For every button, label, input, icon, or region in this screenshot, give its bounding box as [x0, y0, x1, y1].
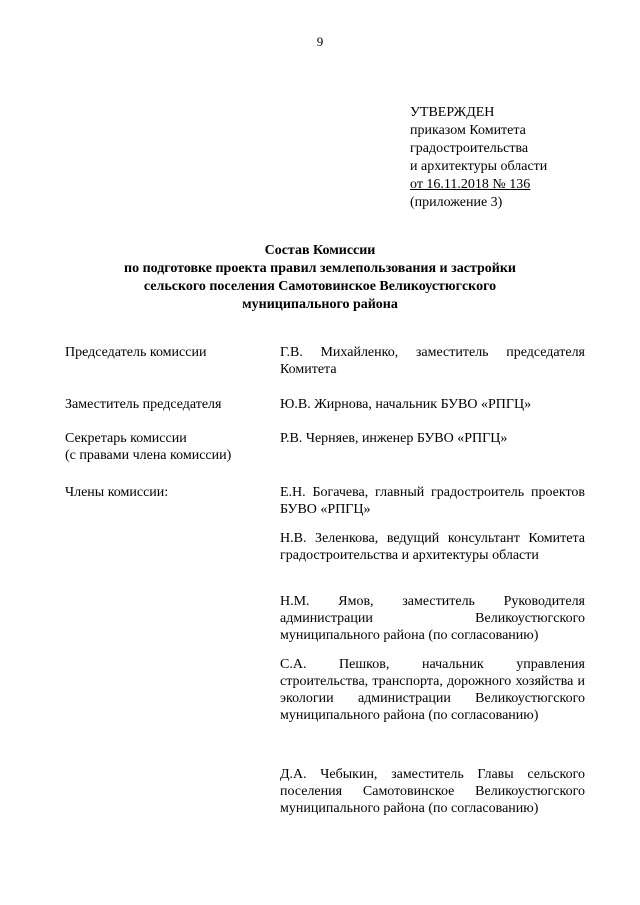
heading-line: по подготовке проекта правил землепользования и застройки [124, 261, 516, 276]
page-number: 9 [316, 34, 324, 49]
document-heading [0, 242, 640, 314]
secretary-role [65, 430, 270, 464]
secretary-role-line: (с правами члена комиссии) [65, 448, 232, 463]
secretary-name: Р.В. Черняев, инженер БУВО «РПГЦ» [280, 431, 508, 446]
chair-name: Г.В. Михайленко, заместитель председателя Комитета [280, 345, 585, 377]
member-item: Е.Н. Богачева, главный градостроитель проектов БУВО «РПГЦ» [280, 485, 585, 517]
deputy-name: Ю.В. Жирнова, начальник БУВО «РПГЦ» [280, 397, 532, 412]
approval-block [410, 104, 547, 212]
heading-line: сельского поселения Самотовинское Великоустюгского [143, 279, 497, 294]
deputy-role: Заместитель председателя [65, 397, 222, 412]
member-item: Н.М. Ямов, заместитель Руководителя администрации Великоустюгского муниципального района (по согласованию) [280, 594, 585, 643]
approval-line: градостроительства [410, 141, 529, 156]
chair-role: Председатель комиссии [65, 345, 207, 360]
secretary-role-line: Секретарь комиссии [65, 431, 187, 446]
member-item: С.А. Пешков, начальник управления строительства, транспорта, дорожного хозяйства и экологии администрации Великоустюгского муниципального района (по согласованию) [280, 657, 585, 723]
member-item: Д.А. Чебыкин, заместитель Главы сельского поселения Самотовинское Великоустюгского муниципального района (по согласованию) [280, 767, 585, 816]
approval-line: приказом Комитета [410, 123, 526, 138]
approval-order-number: от 16.11.2018 № 136 [410, 177, 531, 192]
approval-title: УТВЕРЖДЕН [410, 105, 495, 120]
member-item: Н.В. Зеленкова, ведущий консультант Комитета градостроительства и архитектуры области [280, 531, 585, 563]
heading-line: Состав Комиссии [264, 243, 376, 258]
heading-line: муниципального района [242, 297, 398, 312]
members-role: Члены комиссии: [65, 485, 169, 500]
approval-line: и архитектуры области [410, 159, 548, 174]
approval-appendix: (приложение 3) [410, 195, 503, 210]
